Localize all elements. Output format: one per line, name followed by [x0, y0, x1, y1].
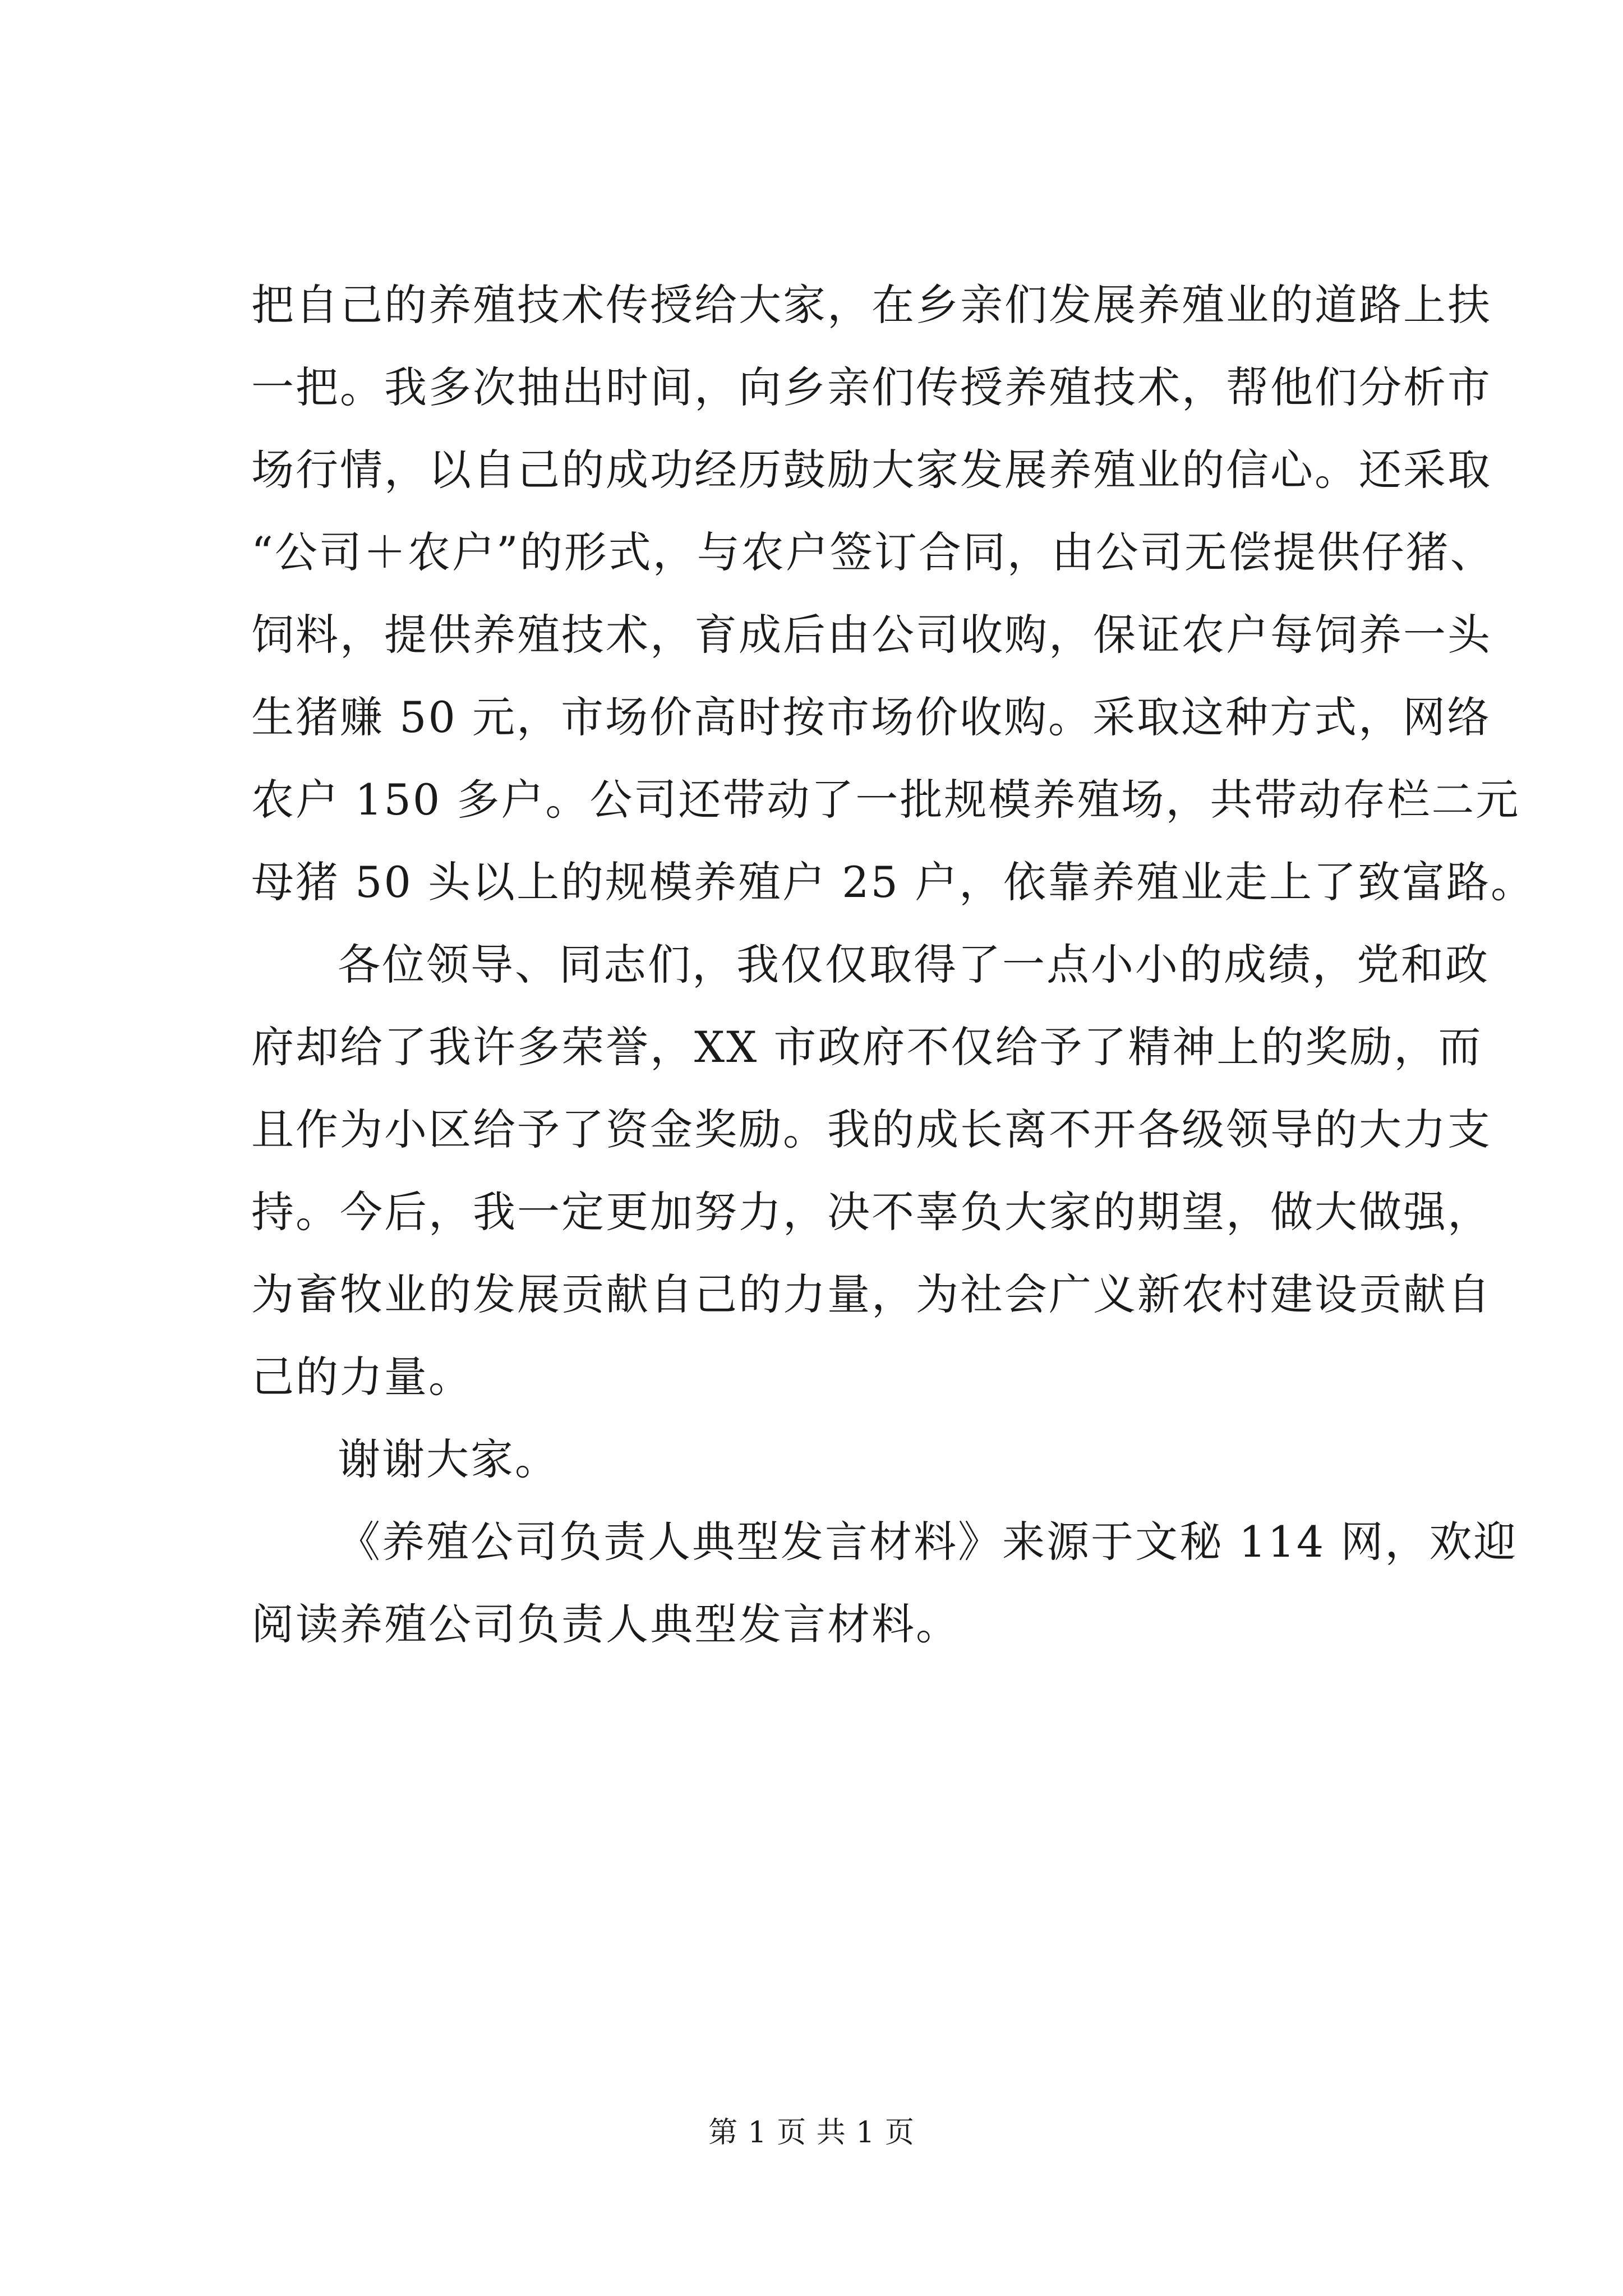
- text-line: “公司＋农户”的形式，与农户签订合同，由公司无偿提供仔猪、: [251, 527, 1495, 577]
- paragraph-4: [251, 1501, 1518, 1665]
- text-line: 生猪赚 50 元，市场价高时按市场价收购。采取这种方式，网络: [251, 692, 1492, 742]
- text-line: 农户 150 多户。公司还带动了一批规模养殖场，共带动存栏二元: [251, 775, 1520, 825]
- text-line: 为畜牧业的发展贡献自己的力量，为社会广义新农村建设贡献自: [251, 1269, 1492, 1319]
- text-line: 且作为小区给予了资金奖励。我的成长离不开各级领导的大力支: [251, 1105, 1492, 1154]
- text-line: 阅读养殖公司负责人典型发言材料。: [251, 1599, 960, 1649]
- text-line: 各位领导、同志们，我仅仅取得了一点小小的成绩，党和政: [338, 940, 1490, 990]
- text-line: 谢谢大家。: [338, 1434, 559, 1484]
- text-line: 饲料，提供养殖技术，育成后由公司收购，保证农户每饲养一头: [251, 610, 1492, 660]
- text-line: 把自己的养殖技术传授给大家，在乡亲们发展养殖业的道路上扶: [251, 280, 1492, 330]
- paragraph-3: [251, 1418, 1440, 1501]
- paragraph-1: [251, 264, 1536, 923]
- text-line: 一把。我多次抽出时间，向乡亲们传授养殖技术，帮他们分析市: [251, 362, 1492, 412]
- paragraph-2: [251, 923, 1492, 1418]
- text-line: 府却给了我许多荣誉，XX 市政府不仅给予了精神上的奖励，而: [251, 1022, 1483, 1072]
- text-line: 持。今后，我一定更加努力，决不辜负大家的期望，做大做强，: [251, 1187, 1492, 1237]
- page-footer: [0, 2110, 1623, 2155]
- document-body: [251, 264, 1536, 1665]
- text-line: 己的力量。: [251, 1352, 473, 1402]
- page-number: 第 1 页 共 1 页: [708, 2116, 915, 2150]
- text-line: 母猪 50 头以上的规模养殖户 25 户，依靠养殖业走上了致富路。: [251, 857, 1536, 907]
- text-line: 《养殖公司负责人典型发言材料》来源于文秘 114 网，欢迎: [338, 1517, 1518, 1567]
- text-line: 场行情，以自己的成功经历鼓励大家发展养殖业的信心。还采取: [251, 445, 1492, 495]
